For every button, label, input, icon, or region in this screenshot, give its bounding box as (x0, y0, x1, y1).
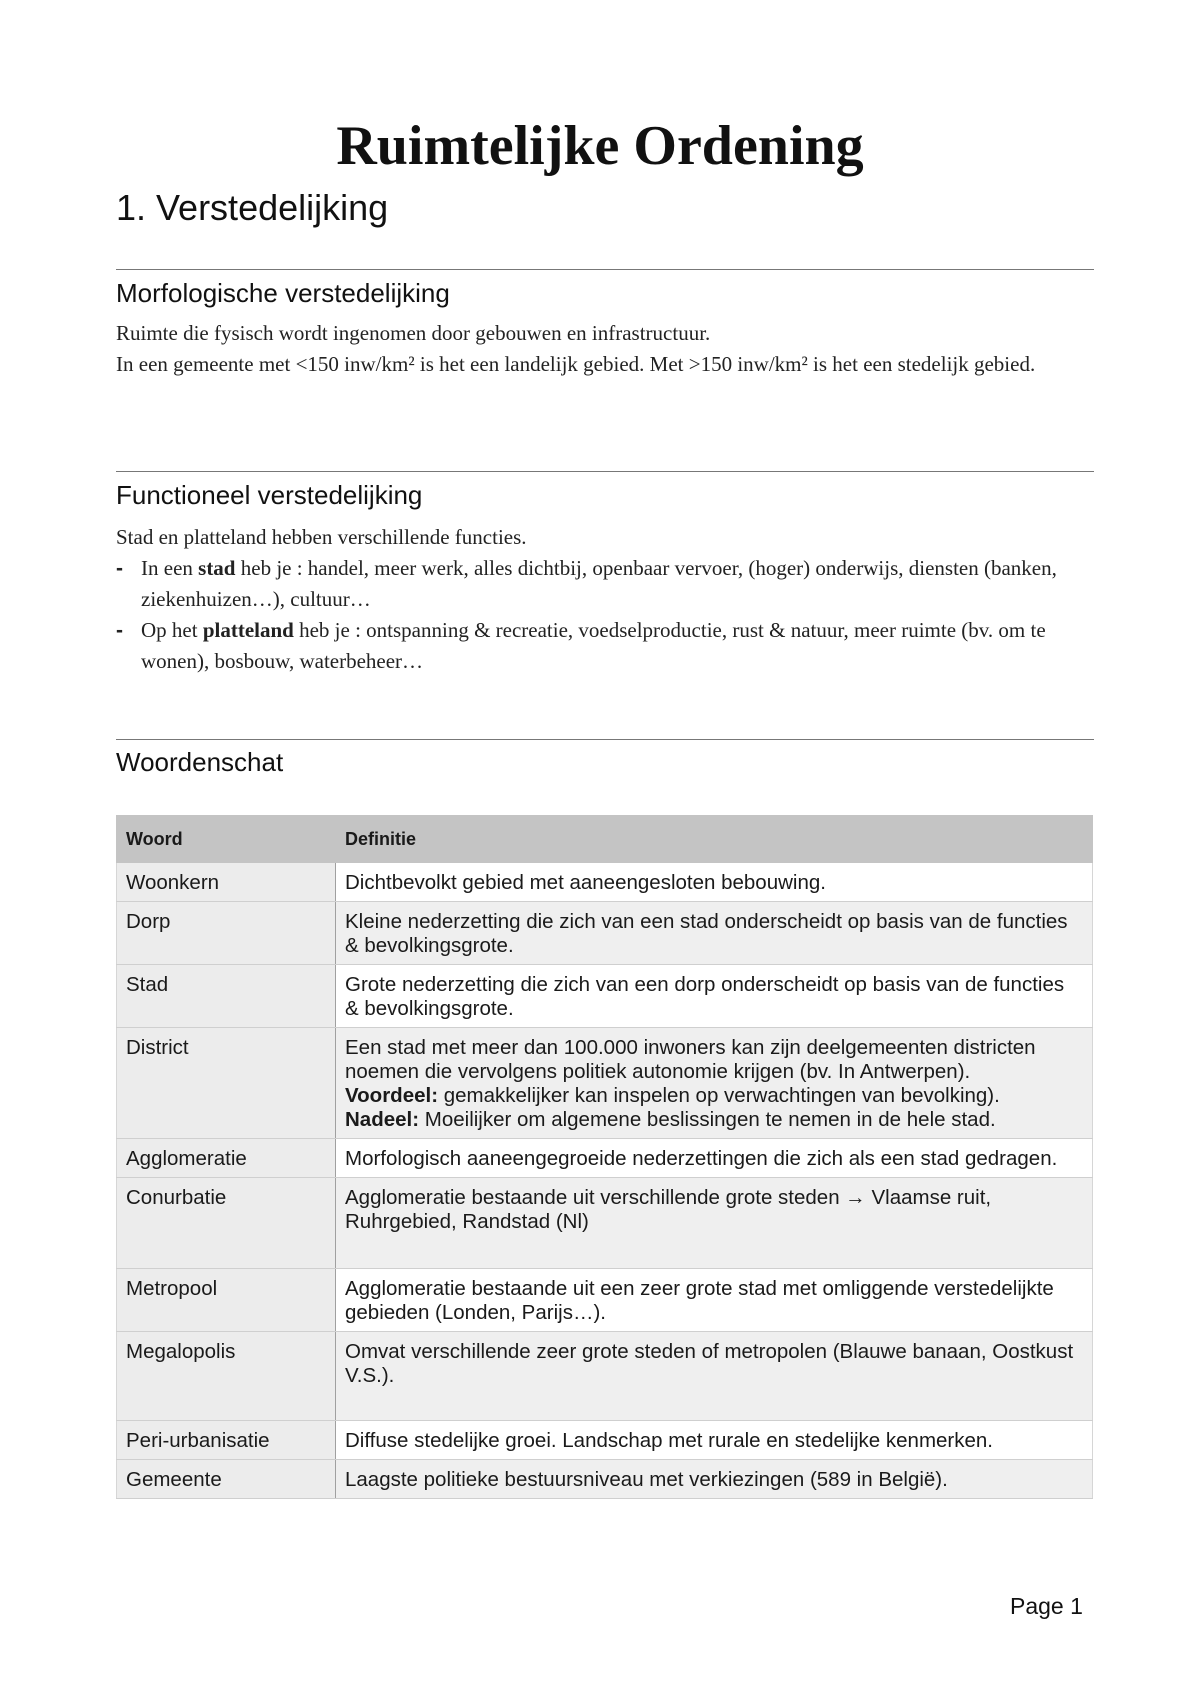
disadvantage-text: Moeilijker om algemene beslissingen te nemen in de hele stad. (419, 1108, 996, 1131)
definition-cell: Laagste politieke bestuursniveau met verkiezingen (589 in België). (336, 1460, 1093, 1499)
vocabulary-table (116, 815, 1093, 1499)
term-cell: Megalopolis (117, 1332, 336, 1421)
section-heading-morfologisch: Morfologische verstedelijking (116, 278, 450, 308)
table-row (117, 902, 1093, 965)
table-row (117, 1178, 1093, 1269)
morfologisch-text (116, 318, 1096, 380)
definition-cell: Agglomeratie bestaande uit verschillende grote steden → Vlaamse ruit, Ruhrgebied, Randstad (Nl) (336, 1178, 1093, 1269)
functies-list (116, 553, 1096, 677)
term-cell: District (117, 1028, 336, 1139)
term-cell: Metropool (117, 1269, 336, 1332)
term-cell: Woonkern (117, 863, 336, 902)
definition-cell: Omvat verschillende zeer grote steden of metropolen (Blauwe banaan, Oostkust V.S.). (336, 1332, 1093, 1421)
advantage-label: Voordeel: (345, 1084, 439, 1107)
term-cell: Agglomeratie (117, 1139, 336, 1178)
definition-cell: Grote nederzetting die zich van een dorp onderscheidt op basis van de functies & bevolkingsgrote. (336, 965, 1093, 1028)
chapter-heading: 1. Verstedelijking (116, 187, 389, 228)
definition-cell: Agglomeratie bestaande uit een zeer grote stad met omliggende verstedelijkte gebieden (Londen, Parijs…). (336, 1269, 1093, 1332)
definition-cell (336, 1028, 1093, 1139)
section-divider (116, 269, 1094, 270)
table-row (117, 1139, 1093, 1178)
section-heading-functioneel: Functioneel verstedelijking (116, 480, 423, 510)
section-divider (116, 471, 1094, 472)
list-item-text: heb je : ontspanning & recreatie, voedselproductie, rust & natuur, meer ruimte (bv. om te wonen), bosbouw, waterbeheer… (141, 618, 1046, 673)
table-row (117, 1421, 1093, 1460)
definition-cell: Kleine nederzetting die zich van een stad onderscheidt op basis van de functies & bevolkingsgrote. (336, 902, 1093, 965)
table-row (117, 1269, 1093, 1332)
column-header-definition: Definitie (336, 816, 1093, 863)
table-row (117, 965, 1093, 1028)
term-cell: Peri-urbanisatie (117, 1421, 336, 1460)
term-cell: Gemeente (117, 1460, 336, 1499)
functioneel-text (116, 522, 1096, 677)
term-cell: Stad (117, 965, 336, 1028)
bullet-dash-icon: - (116, 619, 123, 642)
table-row (117, 863, 1093, 902)
disadvantage-label: Nadeel: (345, 1108, 420, 1131)
list-item-keyword: stad (198, 556, 236, 580)
list-item (116, 615, 1096, 677)
column-header-term: Woord (117, 816, 336, 863)
definition-cell: Morfologisch aaneengegroeide nederzettingen die zich als een stad gedragen. (336, 1139, 1093, 1178)
list-item-keyword: platteland (202, 618, 294, 642)
definition-cell: Dichtbevolkt gebied met aaneengesloten bebouwing. (336, 863, 1093, 902)
definition-cell: Diffuse stedelijke groei. Landschap met rurale en stedelijke kenmerken. (336, 1421, 1093, 1460)
table-header-row (117, 816, 1093, 863)
list-item-text: Op het (141, 618, 203, 642)
morfologisch-line-1: Ruimte die fysisch wordt ingenomen door gebouwen en infrastructuur. (116, 321, 711, 345)
term-cell: Dorp (117, 902, 336, 965)
bullet-dash-icon: - (116, 557, 123, 580)
list-item (116, 553, 1096, 615)
page-number: Page 1 (1010, 1593, 1083, 1619)
term-cell: Conurbatie (117, 1178, 336, 1269)
advantage-text: gemakkelijker kan inspelen op verwachtingen van bevolking). (438, 1084, 1000, 1107)
table-row (117, 1460, 1093, 1499)
list-item-text: heb je : handel, meer werk, alles dichtbij, openbaar vervoer, (hoger) onderwijs, diensten (banken, ziekenhuizen…), cultuur… (141, 556, 1057, 611)
table-row (117, 1332, 1093, 1421)
table-row (117, 1028, 1093, 1139)
disadvantage-line (345, 1108, 1083, 1132)
functioneel-intro: Stad en platteland hebben verschillende functies. (116, 525, 527, 549)
section-heading-woordenschat: Woordenschat (116, 747, 284, 777)
document-title: Ruimtelijke Ordening (336, 115, 864, 177)
list-item-text: In een (141, 556, 199, 580)
section-divider (116, 739, 1094, 740)
definition-text: Een stad met meer dan 100.000 inwoners kan zijn deelgemeenten districten noemen die vervolgens politiek autonomie krijgen (bv. In Antwerpen). (345, 1036, 1036, 1083)
morfologisch-line-2: In een gemeente met <150 inw/km² is het een landelijk gebied. Met >150 inw/km² is het een stedelijk gebied. (116, 352, 1036, 376)
advantage-line (345, 1084, 1083, 1108)
